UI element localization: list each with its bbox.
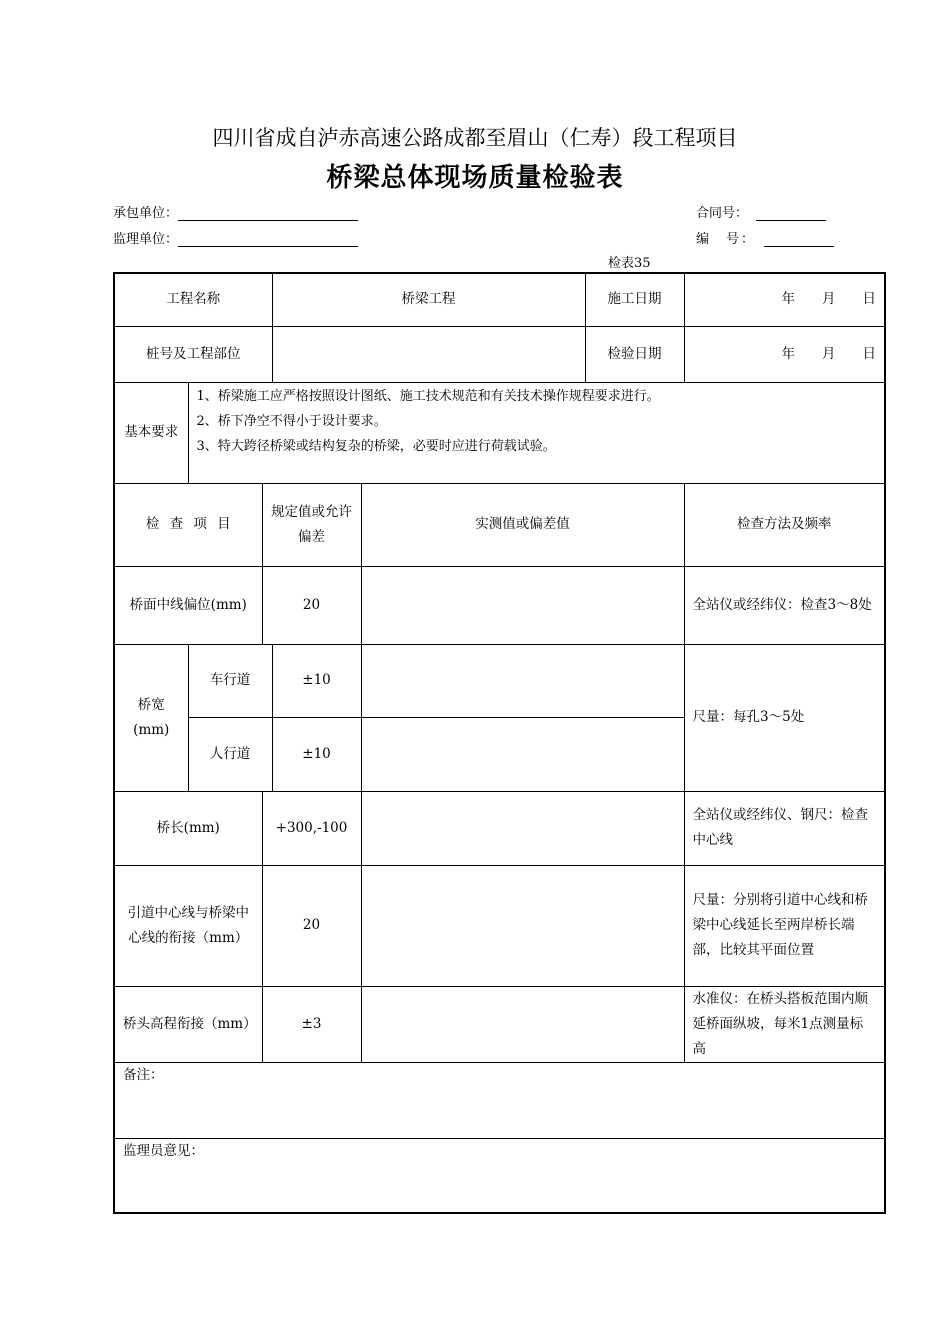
col-item-header: 检 查 项 目: [114, 483, 262, 566]
length-measured[interactable]: [361, 791, 684, 865]
table-row: [114, 986, 885, 1062]
station-row: [114, 326, 885, 382]
supervisor-opinion-cell[interactable]: [114, 1138, 885, 1213]
remarks-row: [114, 1062, 885, 1138]
contractor-field: [113, 202, 358, 221]
basic-req-label: 基本要求: [114, 382, 188, 483]
station-value[interactable]: [272, 326, 585, 382]
supervisor-field: [113, 228, 358, 247]
construction-date-label: 施工日期: [585, 273, 684, 326]
contract-no-label: 合同号：: [696, 206, 749, 221]
width-sidewalk-measured[interactable]: [361, 717, 684, 791]
width-carriageway-tolerance: ±10: [272, 644, 361, 717]
col-measured-header: 实测值或偏差值: [361, 483, 684, 566]
width-sub-sidewalk: 人行道: [188, 717, 272, 791]
length-method: 全站仪或经纬仪、钢尺：检查中心线: [684, 791, 885, 865]
station-label: 桩号及工程部位: [114, 326, 272, 382]
form-code: 检表35: [608, 256, 651, 271]
basic-req-2: 2、桥下净空不得小于设计要求。: [196, 413, 387, 429]
table-row: [114, 644, 885, 717]
elevation-method: 水准仪：在桥头搭板范围内顺延桥面纵坡，每米1点测量标高: [684, 986, 885, 1062]
project-name-value[interactable]: 桥梁工程: [272, 273, 585, 326]
length-item: 桥长(mm): [114, 791, 262, 865]
col-tolerance-header: 规定值或允许偏差: [262, 483, 361, 566]
length-tolerance: +300,-100: [262, 791, 361, 865]
elevation-tolerance: ±3: [262, 986, 361, 1062]
width-carriageway-measured[interactable]: [361, 644, 684, 717]
serial-no-field: [696, 228, 834, 247]
supervisor-input[interactable]: [178, 232, 358, 247]
basic-req-1: 1、桥梁施工应严格按照设计图纸、施工技术规范和有关技术操作规程要求进行。: [196, 388, 660, 404]
form-title: 桥梁总体现场质量检验表: [326, 163, 624, 193]
col-method-header: 检查方法及频率: [684, 483, 885, 566]
project-name-row: [114, 273, 885, 326]
serial-no-label: 编 号：: [696, 232, 757, 247]
approach-tolerance: 20: [262, 865, 361, 986]
width-sub-carriageway: 车行道: [188, 644, 272, 717]
elevation-item: 桥头高程衔接（mm）: [114, 986, 262, 1062]
contractor-input[interactable]: [178, 206, 358, 221]
supervisor-opinion-row: [114, 1138, 885, 1213]
basic-req-content: [188, 382, 885, 483]
contract-no-input[interactable]: [756, 206, 826, 221]
centerline-measured[interactable]: [361, 566, 684, 644]
approach-item: 引道中心线与桥梁中心线的衔接（mm）: [114, 865, 262, 986]
remarks-cell[interactable]: [114, 1062, 885, 1138]
width-sidewalk-tolerance: ±10: [272, 717, 361, 791]
approach-method: 尺量：分别将引道中心线和桥梁中心线延长至两岸桥长端部，比较其平面位置: [684, 865, 885, 986]
contractor-label: 承包单位：: [113, 206, 179, 221]
width-method: 尺量：每孔3～5处: [684, 644, 885, 791]
centerline-tolerance: 20: [262, 566, 361, 644]
supervisor-opinion-label: 监理员意见：: [123, 1142, 204, 1159]
inspection-table: [113, 272, 886, 1214]
project-name-label: 工程名称: [114, 273, 272, 326]
table-row: [114, 566, 885, 644]
construction-date-value[interactable]: 年 月 日: [684, 273, 885, 326]
serial-no-input[interactable]: [764, 232, 834, 247]
remarks-label: 备注：: [123, 1066, 164, 1083]
centerline-method: 全站仪或经纬仪：检查3～8处: [684, 566, 885, 644]
approach-measured[interactable]: [361, 865, 684, 986]
width-item: 桥宽(mm): [114, 644, 188, 791]
inspection-date-value[interactable]: 年 月 日: [684, 326, 885, 382]
elevation-measured[interactable]: [361, 986, 684, 1062]
column-header-row: [114, 483, 885, 566]
basic-req-3: 3、特大跨径桥梁或结构复杂的桥梁，必要时应进行荷载试验。: [196, 438, 556, 454]
basic-requirements-row: [114, 382, 885, 483]
table-row: [114, 865, 885, 986]
contract-no-field: [696, 202, 826, 221]
project-title: 四川省成自泸赤高速公路成都至眉山（仁寿）段工程项目: [212, 126, 738, 150]
supervisor-label: 监理单位：: [113, 232, 179, 247]
table-row: [114, 791, 885, 865]
centerline-item: 桥面中线偏位(mm): [114, 566, 262, 644]
inspection-date-label: 检验日期: [585, 326, 684, 382]
